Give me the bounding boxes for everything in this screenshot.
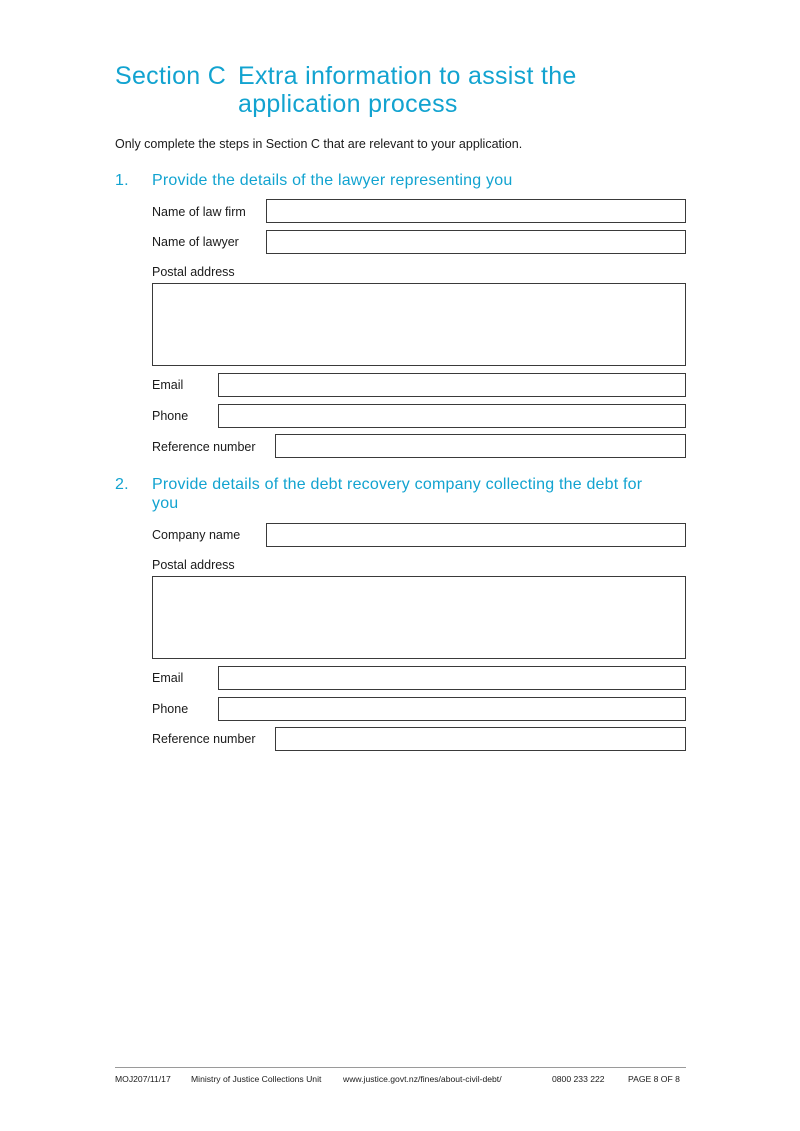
footer-page-number: PAGE 8 OF 8 [628,1074,680,1084]
lawyer-name-field[interactable] [266,230,686,254]
company-reference-field[interactable] [275,727,686,751]
law-firm-field[interactable] [266,199,686,223]
step-1-number: 1. [115,172,129,189]
company-postal-label: Postal address [152,558,235,572]
lawyer-email-label: Email [152,378,184,392]
company-reference-label: Reference number [152,732,256,746]
lawyer-reference-label: Reference number [152,440,256,454]
lawyer-reference-field[interactable] [275,434,686,458]
section-intro: Only complete the steps in Section C that are relevant to your application. [115,137,523,151]
company-name-label: Company name [152,528,241,542]
step-2-number: 2. [115,476,129,493]
company-email-label: Email [152,671,184,685]
company-phone-field[interactable] [218,697,686,721]
step-1-title: Provide the details of the lawyer representing you [152,172,513,189]
footer-unit: Ministry of Justice Collections Unit [191,1074,322,1084]
company-postal-field[interactable] [152,576,686,659]
lawyer-phone-label: Phone [152,409,189,423]
lawyer-postal-label: Postal address [152,265,235,279]
lawyer-postal-field[interactable] [152,283,686,366]
lawyer-name-label: Name of lawyer [152,235,239,249]
footer-form-code: MOJ207/11/17 [115,1074,171,1084]
company-email-field[interactable] [218,666,686,690]
section-heading: Extra information to assist the application process [238,62,577,118]
company-name-field[interactable] [266,523,686,547]
law-firm-label: Name of law firm [152,205,246,219]
footer-url: www.justice.govt.nz/fines/about-civil-debt/ [343,1074,502,1084]
footer-phone: 0800 233 222 [552,1074,605,1084]
lawyer-phone-field[interactable] [218,404,686,428]
section-label: Section C [115,62,227,90]
lawyer-email-field[interactable] [218,373,686,397]
footer-divider [115,1067,686,1068]
step-2-title: Provide details of the debt recovery company collecting the debt for you [152,476,643,512]
company-phone-label: Phone [152,702,189,716]
